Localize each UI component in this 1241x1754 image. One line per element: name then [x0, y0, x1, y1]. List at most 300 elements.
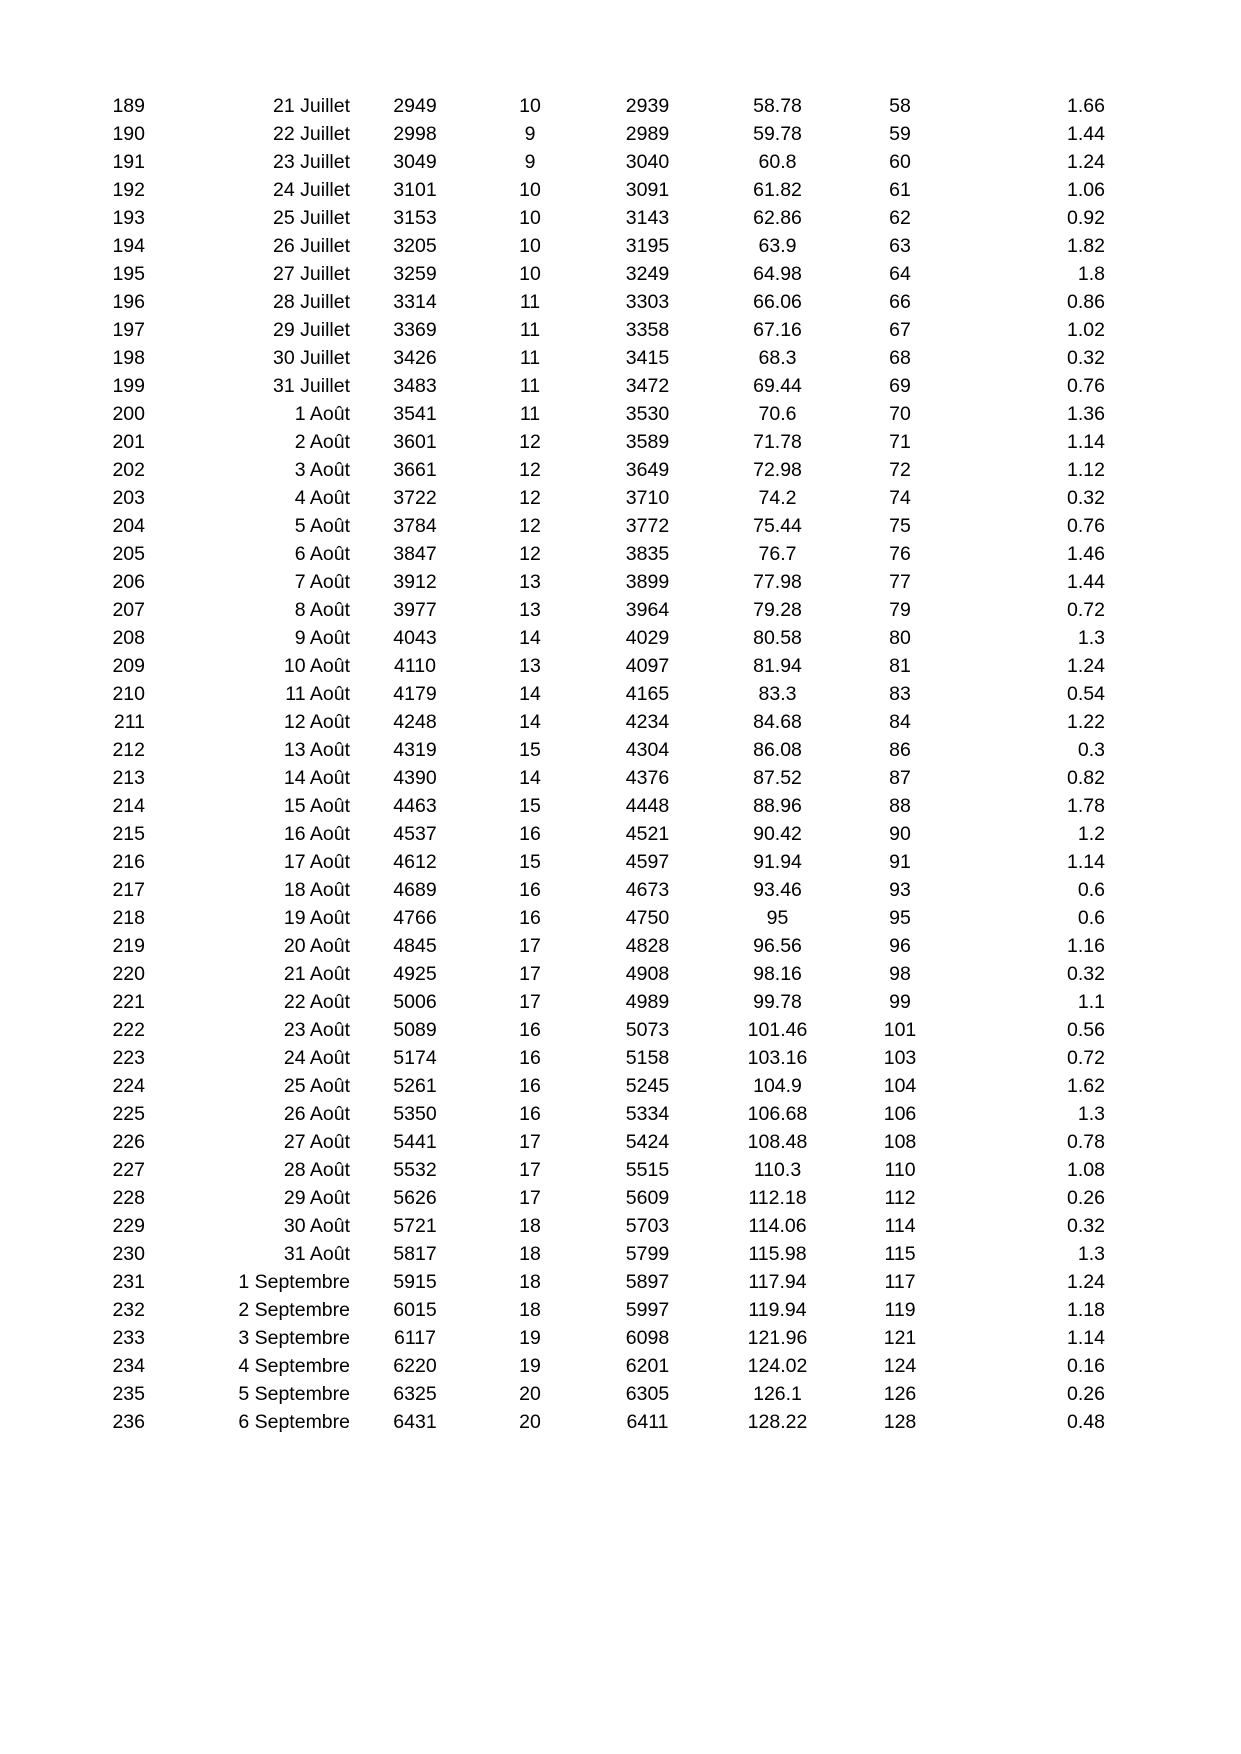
cell-v6: 1.44: [1067, 571, 1105, 593]
cell-v5: 67: [889, 319, 911, 341]
cell-index: 205: [112, 543, 145, 565]
cell-v2: 17: [519, 1187, 541, 1209]
cell-v2: 12: [519, 487, 541, 509]
cell-v2: 14: [519, 627, 541, 649]
cell-index: 233: [112, 1327, 145, 1349]
cell-index: 197: [112, 319, 145, 341]
cell-index: 223: [112, 1047, 145, 1069]
cell-v1: 4612: [393, 851, 437, 873]
cell-v4: 84.68: [753, 711, 802, 733]
cell-v3: 3835: [625, 543, 670, 565]
cell-v2: 14: [519, 683, 541, 705]
cell-v5: 76: [889, 543, 911, 565]
cell-date: 8 Août: [294, 599, 350, 621]
cell-date: 19 Août: [283, 907, 350, 929]
table-row: [0, 484, 1241, 512]
cell-index: 190: [112, 123, 145, 145]
cell-v6: 0.32: [1067, 963, 1105, 985]
table-row: [0, 736, 1241, 764]
table-body: [0, 92, 1241, 1436]
cell-spacer: [1105, 904, 1241, 932]
cell-v3: 5609: [625, 1187, 670, 1209]
cell-v3: 3040: [625, 151, 670, 173]
cell-spacer: [1105, 120, 1241, 148]
cell-v5: 126: [883, 1383, 917, 1405]
cell-v2: 11: [519, 319, 541, 341]
cell-v1: 3722: [393, 487, 437, 509]
table-row: [0, 260, 1241, 288]
cell-date: 29 Juillet: [273, 319, 350, 341]
table-row: [0, 204, 1241, 232]
table-row: [0, 708, 1241, 736]
cell-v4: 81.94: [753, 655, 802, 677]
cell-v5: 64: [889, 263, 911, 285]
table-row: [0, 764, 1241, 792]
cell-spacer: [1105, 1100, 1241, 1128]
cell-v1: 4689: [393, 879, 437, 901]
cell-date: 22 Août: [283, 991, 350, 1013]
cell-date: 6 Septembre: [238, 1411, 350, 1433]
cell-date: 15 Août: [283, 795, 350, 817]
cell-spacer: [1105, 148, 1241, 176]
cell-v6: 1.46: [1067, 543, 1105, 565]
cell-v6: 1.8: [1077, 263, 1105, 285]
cell-v1: 5441: [393, 1131, 437, 1153]
table-row: [0, 540, 1241, 568]
cell-index: 224: [112, 1075, 145, 1097]
cell-v4: 112.18: [748, 1187, 807, 1209]
cell-v1: 3977: [393, 599, 437, 621]
cell-v6: 1.24: [1067, 151, 1105, 173]
cell-v2: 19: [519, 1355, 541, 1377]
cell-spacer: [1105, 456, 1241, 484]
cell-v1: 3426: [393, 347, 437, 369]
table-row: [0, 1212, 1241, 1240]
table-row: [0, 652, 1241, 680]
cell-v1: 4537: [393, 823, 437, 845]
cell-v3: 4908: [625, 963, 670, 985]
cell-v6: 1.22: [1067, 711, 1105, 733]
cell-spacer: [1105, 288, 1241, 316]
cell-v5: 80: [889, 627, 911, 649]
cell-v3: 4597: [625, 851, 670, 873]
cell-date: 4 Septembre: [238, 1355, 350, 1377]
cell-date: 14 Août: [283, 767, 350, 789]
table-row: [0, 932, 1241, 960]
cell-date: 18 Août: [283, 879, 350, 901]
cell-v2: 18: [519, 1299, 541, 1321]
cell-v5: 69: [889, 375, 911, 397]
cell-v4: 83.3: [758, 683, 797, 705]
cell-v5: 72: [889, 459, 911, 481]
cell-v3: 4750: [625, 907, 670, 929]
cell-v3: 4989: [625, 991, 670, 1013]
cell-v4: 117.94: [748, 1271, 807, 1293]
cell-v5: 112: [884, 1187, 916, 1209]
cell-v1: 5721: [393, 1215, 437, 1237]
cell-date: 5 Septembre: [238, 1383, 350, 1405]
cell-v3: 5515: [625, 1159, 670, 1181]
cell-v2: 13: [519, 571, 541, 593]
cell-date: 21 Août: [283, 963, 350, 985]
cell-v6: 0.72: [1067, 1047, 1105, 1069]
cell-v5: 81: [889, 655, 911, 677]
cell-v5: 99: [889, 991, 911, 1013]
cell-v4: 66.06: [753, 291, 802, 313]
cell-v4: 103.16: [747, 1047, 808, 1069]
cell-v5: 119: [884, 1299, 916, 1321]
cell-v4: 60.8: [758, 151, 797, 173]
cell-v3: 6411: [626, 1411, 669, 1433]
cell-spacer: [1105, 232, 1241, 260]
table-row: [0, 904, 1241, 932]
cell-index: 226: [112, 1131, 145, 1153]
cell-index: 230: [112, 1243, 145, 1265]
cell-v4: 76.7: [758, 543, 797, 565]
cell-v6: 0.26: [1067, 1187, 1105, 1209]
cell-v4: 91.94: [753, 851, 802, 873]
cell-v2: 12: [519, 431, 541, 453]
cell-v6: 0.26: [1067, 1383, 1105, 1405]
table-row: [0, 1100, 1241, 1128]
cell-date: 5 Août: [294, 515, 350, 537]
cell-index: 236: [112, 1411, 145, 1433]
cell-v6: 0.54: [1067, 683, 1105, 705]
cell-date: 28 Juillet: [273, 291, 350, 313]
cell-v6: 0.76: [1067, 375, 1105, 397]
cell-v6: 1.3: [1077, 1103, 1105, 1125]
cell-v2: 13: [519, 599, 541, 621]
cell-index: 217: [112, 879, 145, 901]
cell-v1: 5006: [393, 991, 437, 1013]
cell-v4: 128.22: [747, 1411, 808, 1433]
table-row: [0, 1408, 1241, 1436]
cell-v4: 67.16: [753, 319, 802, 341]
cell-v4: 62.86: [753, 207, 802, 229]
cell-index: 203: [112, 487, 145, 509]
cell-v1: 3784: [393, 515, 437, 537]
cell-v3: 4029: [625, 627, 670, 649]
cell-v1: 6220: [393, 1355, 437, 1377]
cell-v6: 1.3: [1077, 627, 1105, 649]
cell-v2: 15: [519, 851, 541, 873]
cell-v1: 3153: [393, 207, 437, 229]
cell-v5: 59: [889, 123, 911, 145]
cell-v2: 18: [519, 1271, 541, 1293]
table-row: [0, 792, 1241, 820]
cell-v6: 1.66: [1067, 95, 1105, 117]
cell-v2: 14: [519, 767, 541, 789]
cell-v1: 4043: [393, 627, 437, 649]
cell-index: 234: [112, 1355, 145, 1377]
table-row: [0, 596, 1241, 624]
cell-v5: 124: [883, 1355, 917, 1377]
cell-spacer: [1105, 1352, 1241, 1380]
cell-v1: 3847: [393, 543, 437, 565]
table-row: [0, 176, 1241, 204]
cell-v3: 6201: [625, 1355, 670, 1377]
cell-v4: 124.02: [747, 1355, 808, 1377]
cell-date: 3 Août: [294, 459, 350, 481]
cell-v3: 3899: [625, 571, 670, 593]
cell-date: 25 Août: [283, 1075, 350, 1097]
cell-v5: 62: [889, 207, 911, 229]
cell-v2: 10: [519, 179, 541, 201]
cell-v3: 5997: [625, 1299, 670, 1321]
cell-v6: 0.32: [1067, 1215, 1105, 1237]
cell-index: 231: [112, 1271, 145, 1293]
cell-spacer: [1105, 1072, 1241, 1100]
cell-v6: 0.6: [1077, 907, 1105, 929]
cell-index: 216: [112, 851, 145, 873]
cell-v3: 5245: [625, 1075, 670, 1097]
data-table: [0, 92, 1241, 1436]
cell-v4: 68.3: [758, 347, 797, 369]
cell-spacer: [1105, 624, 1241, 652]
cell-date: 2 Août: [294, 431, 350, 453]
cell-v3: 4165: [625, 683, 670, 705]
cell-v3: 3772: [625, 515, 670, 537]
cell-v4: 114.06: [748, 1215, 807, 1237]
cell-index: 202: [112, 459, 145, 481]
table-row: [0, 1380, 1241, 1408]
cell-v1: 4390: [393, 767, 437, 789]
cell-spacer: [1105, 1184, 1241, 1212]
cell-v1: 2949: [393, 95, 437, 117]
cell-v5: 63: [889, 235, 911, 257]
cell-v1: 4319: [393, 739, 437, 761]
cell-date: 26 Juillet: [273, 235, 350, 257]
table-row: [0, 568, 1241, 596]
cell-v2: 16: [519, 823, 541, 845]
cell-spacer: [1105, 568, 1241, 596]
cell-spacer: [1105, 848, 1241, 876]
cell-date: 17 Août: [283, 851, 350, 873]
cell-v1: 4179: [393, 683, 437, 705]
cell-v5: 101: [883, 1019, 917, 1041]
cell-spacer: [1105, 1016, 1241, 1044]
cell-spacer: [1105, 932, 1241, 960]
cell-v1: 5817: [393, 1243, 437, 1265]
cell-v6: 0.16: [1067, 1355, 1105, 1377]
cell-v1: 3049: [393, 151, 437, 173]
cell-v6: 1.78: [1067, 795, 1105, 817]
cell-v3: 3964: [625, 599, 670, 621]
cell-v1: 3601: [393, 431, 437, 453]
cell-v1: 5350: [393, 1103, 437, 1125]
cell-v5: 96: [889, 935, 911, 957]
cell-v6: 1.02: [1067, 319, 1105, 341]
cell-v2: 15: [519, 739, 541, 761]
cell-index: 210: [112, 683, 145, 705]
cell-v2: 10: [519, 263, 541, 285]
cell-date: 4 Août: [294, 487, 350, 509]
cell-v2: 16: [519, 907, 541, 929]
cell-date: 7 Août: [294, 571, 350, 593]
cell-index: 207: [112, 599, 145, 621]
cell-date: 1 Septembre: [238, 1271, 350, 1293]
cell-v6: 1.12: [1067, 459, 1105, 481]
table-row: [0, 456, 1241, 484]
cell-date: 27 Juillet: [273, 263, 350, 285]
cell-spacer: [1105, 204, 1241, 232]
cell-v5: 108: [883, 1131, 917, 1153]
cell-spacer: [1105, 316, 1241, 344]
cell-index: 192: [112, 179, 145, 201]
cell-v4: 90.42: [753, 823, 802, 845]
cell-v3: 5799: [625, 1243, 670, 1265]
cell-v6: 1.24: [1067, 655, 1105, 677]
cell-v5: 110: [884, 1159, 916, 1181]
cell-spacer: [1105, 260, 1241, 288]
cell-v3: 3249: [625, 263, 670, 285]
cell-spacer: [1105, 1156, 1241, 1184]
cell-v2: 19: [519, 1327, 541, 1349]
cell-date: 21 Juillet: [273, 95, 350, 117]
table-row: [0, 1016, 1241, 1044]
cell-v6: 1.24: [1067, 1271, 1105, 1293]
cell-v6: 1.06: [1067, 179, 1105, 201]
table-row: [0, 372, 1241, 400]
cell-v4: 79.28: [753, 599, 802, 621]
cell-v1: 3314: [393, 291, 437, 313]
cell-v5: 83: [889, 683, 911, 705]
cell-v1: 3661: [393, 459, 437, 481]
cell-v4: 88.96: [753, 795, 802, 817]
table-row: [0, 1128, 1241, 1156]
cell-v5: 104: [883, 1075, 917, 1097]
cell-v3: 3195: [625, 235, 670, 257]
cell-date: 3 Septembre: [238, 1327, 350, 1349]
cell-index: 195: [112, 263, 145, 285]
cell-v3: 5897: [625, 1271, 670, 1293]
cell-v2: 12: [519, 459, 541, 481]
table-row: [0, 232, 1241, 260]
cell-v2: 17: [519, 1159, 541, 1181]
cell-v1: 5532: [393, 1159, 437, 1181]
cell-v3: 3358: [625, 319, 670, 341]
cell-v2: 11: [519, 291, 541, 313]
cell-index: 221: [112, 991, 145, 1013]
table-row: [0, 1044, 1241, 1072]
cell-v3: 5158: [625, 1047, 670, 1069]
cell-v6: 0.32: [1067, 347, 1105, 369]
cell-v3: 3091: [625, 179, 670, 201]
cell-v3: 5424: [625, 1131, 670, 1153]
cell-v4: 72.98: [753, 459, 802, 481]
cell-spacer: [1105, 1044, 1241, 1072]
table-row: [0, 876, 1241, 904]
cell-index: 215: [112, 823, 145, 845]
cell-spacer: [1105, 708, 1241, 736]
table-row: [0, 92, 1241, 120]
cell-v1: 6117: [394, 1327, 436, 1349]
cell-spacer: [1105, 1128, 1241, 1156]
cell-v1: 5261: [393, 1075, 437, 1097]
cell-v2: 17: [519, 963, 541, 985]
cell-v1: 3483: [393, 375, 437, 397]
cell-v2: 11: [519, 347, 541, 369]
cell-v2: 16: [519, 1103, 541, 1125]
cell-v3: 4448: [625, 795, 670, 817]
cell-date: 24 Août: [283, 1047, 350, 1069]
cell-spacer: [1105, 1324, 1241, 1352]
cell-spacer: [1105, 372, 1241, 400]
table-row: [0, 1268, 1241, 1296]
cell-spacer: [1105, 176, 1241, 204]
cell-v6: 0.56: [1067, 1019, 1105, 1041]
table-row: [0, 316, 1241, 344]
table-row: [0, 148, 1241, 176]
cell-v1: 5174: [393, 1047, 437, 1069]
cell-v1: 4766: [393, 907, 437, 929]
table-row: [0, 1352, 1241, 1380]
cell-spacer: [1105, 652, 1241, 680]
cell-index: 191: [112, 151, 145, 173]
cell-v1: 5626: [393, 1187, 437, 1209]
cell-v6: 1.2: [1077, 823, 1105, 845]
cell-v5: 71: [889, 431, 911, 453]
cell-v2: 17: [519, 935, 541, 957]
cell-v4: 95: [766, 907, 789, 929]
cell-index: 225: [112, 1103, 145, 1125]
cell-date: 30 Juillet: [273, 347, 350, 369]
cell-index: 218: [112, 907, 145, 929]
cell-v2: 13: [519, 655, 541, 677]
cell-v2: 16: [519, 879, 541, 901]
cell-spacer: [1105, 344, 1241, 372]
cell-v3: 6098: [625, 1327, 670, 1349]
cell-v4: 121.96: [747, 1327, 808, 1349]
cell-v5: 115: [884, 1243, 916, 1265]
cell-v4: 63.9: [758, 235, 797, 257]
cell-v5: 86: [889, 739, 911, 761]
cell-index: 193: [112, 207, 145, 229]
cell-v6: 0.72: [1067, 599, 1105, 621]
cell-v4: 101.46: [747, 1019, 808, 1041]
cell-v1: 6431: [393, 1411, 437, 1433]
cell-v5: 61: [889, 179, 911, 201]
cell-v1: 5089: [393, 1019, 437, 1041]
cell-v6: 1.82: [1067, 235, 1105, 257]
cell-spacer: [1105, 512, 1241, 540]
cell-spacer: [1105, 400, 1241, 428]
cell-v4: 104.9: [753, 1075, 802, 1097]
cell-date: 9 Août: [294, 627, 350, 649]
cell-v2: 16: [519, 1019, 541, 1041]
cell-v3: 2939: [625, 95, 670, 117]
cell-v4: 108.48: [747, 1131, 808, 1153]
cell-spacer: [1105, 540, 1241, 568]
cell-spacer: [1105, 1212, 1241, 1240]
cell-date: 11 Août: [285, 683, 350, 705]
table-row: [0, 400, 1241, 428]
cell-v6: 0.3: [1077, 739, 1105, 761]
cell-spacer: [1105, 428, 1241, 456]
cell-v3: 4234: [625, 711, 670, 733]
cell-v1: 3369: [393, 319, 437, 341]
cell-spacer: [1105, 988, 1241, 1016]
cell-v2: 12: [519, 543, 541, 565]
cell-date: 26 Août: [283, 1103, 350, 1125]
cell-v6: 1.36: [1067, 403, 1105, 425]
cell-index: 199: [112, 375, 145, 397]
cell-v6: 1.18: [1067, 1299, 1105, 1321]
cell-spacer: [1105, 484, 1241, 512]
cell-v1: 3101: [393, 179, 437, 201]
cell-spacer: [1105, 820, 1241, 848]
cell-v5: 88: [889, 795, 911, 817]
